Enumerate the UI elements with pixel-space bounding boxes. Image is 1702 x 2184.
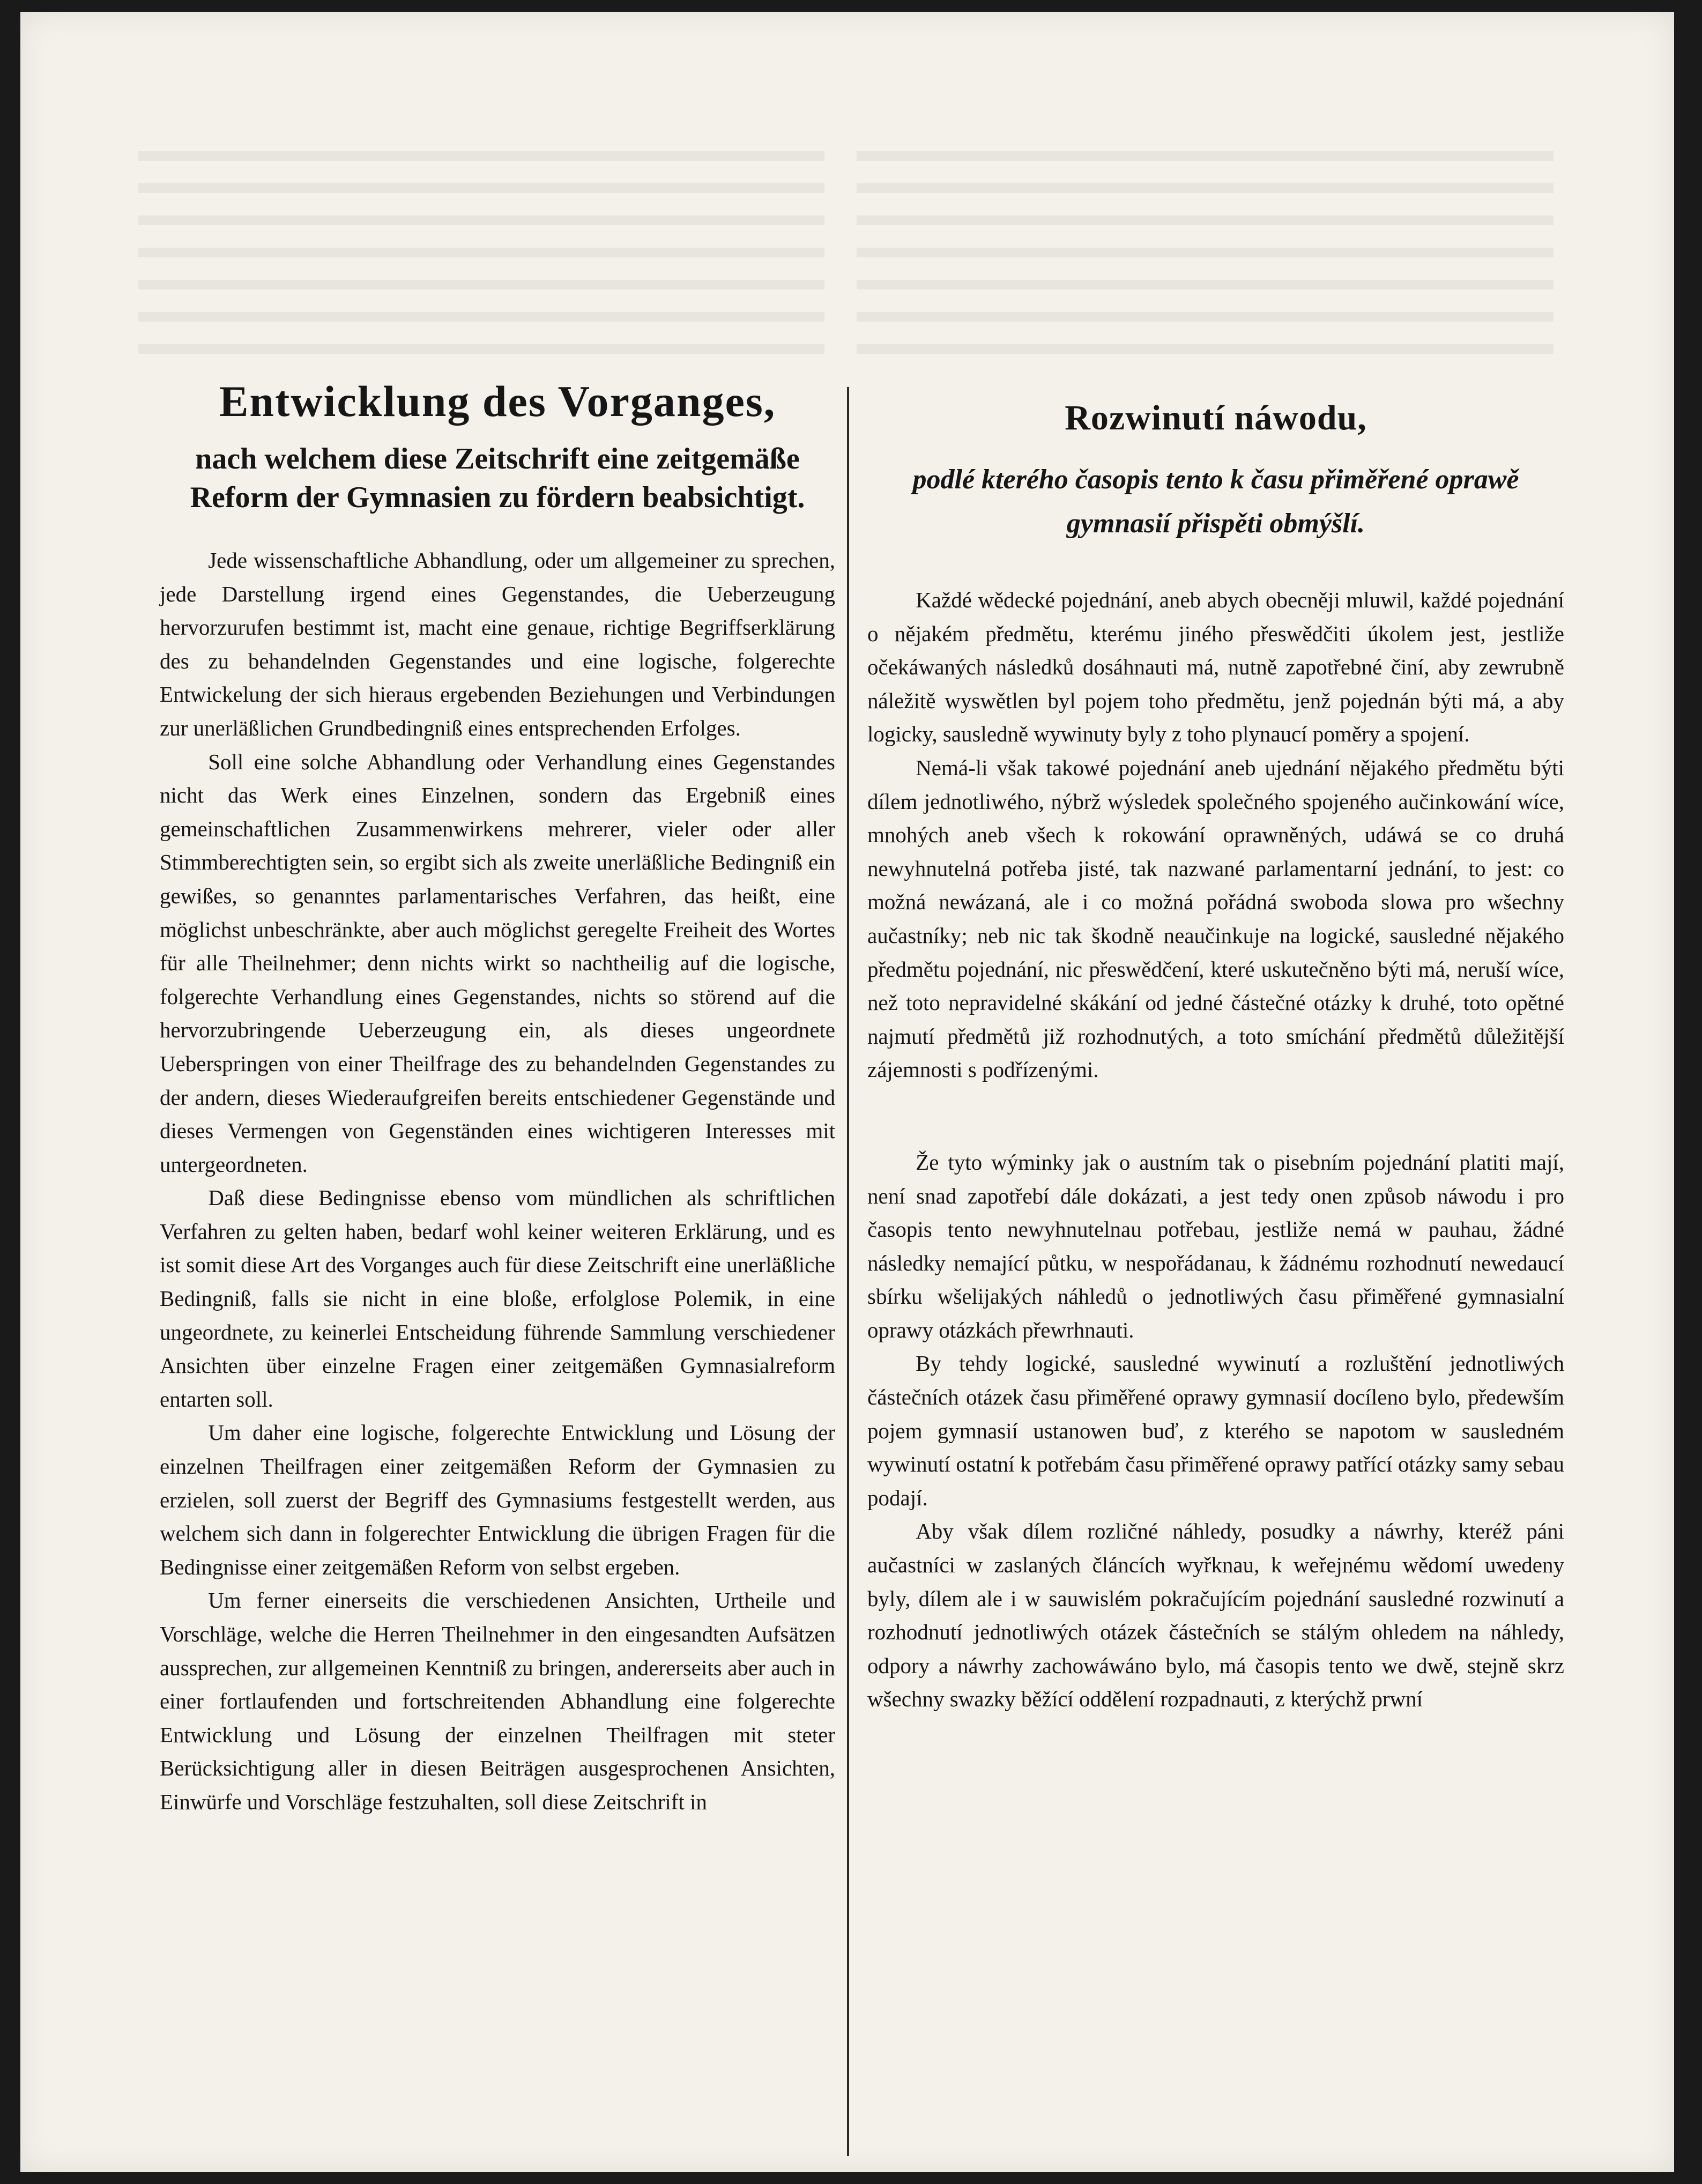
czech-title: Rozwinutí náwodu, (1065, 398, 1367, 437)
german-paragraph: Jede wissenschaftliche Abhandlung, oder um allgemeiner zu sprechen, jede Darstellung irgend eines Gegenstandes, die Ueberzeugung hervorzurufen bestimmt ist, macht eine genaue, richtige Begriffserklärung des zu behandelnden Gegenstandes und eine logische, folgerechte Entwickelung der sich hieraus ergebenden Beziehungen und Verbindungen zur unerläßlichen Grundbedingniß eines entsprechenden Erfolges. (160, 548, 835, 740)
german-paragraph: Um ferner einerseits die verschiedenen Ansichten, Urtheile und Vorschläge, welche die Herren Theilnehmer in den eingesandten Aufsätzen aussprechen, zur allgemeinen Kenntniß zu bringen, andererseits aber auch in einer fortlaufenden und fortschreitenden Abhandlung eine folgerechte Entwicklung und Lösung der einzelnen Theilfragen mit steter Berücksichtigung aller in diesen Beiträgen ausgesprochenen Ansichten, Einwürfe und Vorschläge festzuhalten, soll diese Zeitschrift in (160, 1588, 835, 1814)
german-paragraph: Um daher eine logische, folgerechte Entwicklung und Lösung der einzelnen Theilfragen einer zeitgemäßen Reform der Gymnasien zu erzielen, soll zuerst der Begriff des Gymnasiums festgestellt werden, aus welchem sich dann in folgerechter Entwicklung die übrigen Fragen für die Bedingnisse einer zeitgemäßen Reform von selbst ergeben. (160, 1420, 835, 1579)
column-divider (847, 387, 849, 2156)
czech-subtitle: podlé kterého časopis tento k času přiměřené oprawě gymnasií přispěti obmýšlí. (912, 464, 1519, 539)
czech-column (867, 376, 1564, 1716)
german-subtitle: nach welchem diese Zeitschrift eine zeitgemäße Reform der Gymnasien zu fördern beabsichtigt. (190, 442, 805, 514)
german-paragraph: Soll eine solche Abhandlung oder Verhandlung eines Gegenstandes nicht das Werk eines Einzelnen, sondern das Ergebniß eines gemeinschaftlichen Zusammenwirkens mehrerer, vieler oder aller Stimmberechtigten sein, so ergibt sich als zweite unerläßliche Bedingniß ein gewißes, so genanntes parlamentarisches Verfahren, das heißt, eine möglichst unbeschränkte, aber auch möglichst geregelte Freiheit des Wortes für alle Theilnehmer; denn nichts wirkt so nachtheilig auf die logische, folgerechte Verhandlung eines Gegenstandes, nichts so störend auf die hervorzubringende Ueberzeugung ein, als dieses ungeordnete Ueberspringen von einer Theilfrage des zu behandelnden Gegenstandes zu der andern, dieses Wiederaufgreifen bereits entschiedener Gegenstände und dieses Vermengen von Gegenständen eines wichtigeren Interesses mit untergeordneten. (160, 749, 835, 1177)
german-title: Entwicklung des Vorganges, (219, 377, 776, 426)
czech-paragraph: Každé wědecké pojednání, aneb abych obecněji mluwil, každé pojednání o nějakém předmětu, kterému jiného přeswědčiti úkolem jest, jestliže očekáwaných následků dosáhnauti má, nutně zapotřebné činí, aby zewrubně náležitě wyswětlen byl pojem toho předmětu, jenž pojednán býti má, a aby logicky, sausledně wywinuty byly z toho plynaucí poměry a spojení. (867, 588, 1564, 747)
scanned-page (20, 12, 1674, 2172)
czech-paragraph: By tehdy logické, sausledné wywinutí a rozluštění jednotliwých částečních otázek času přiměřené oprawy gymnasií docíleno bylo, předewším pojem gymnasií ustanowen buď, z kterého se napotom w sausledném wywinutí ostatní k potřebám času přiměřené oprawy patřící otázky samy sebau podají. (867, 1351, 1564, 1510)
section-gap (867, 1087, 1564, 1146)
czech-paragraph: Že tyto wýminky jak o austním tak o pisebním pojednání platiti mají, není snad zapotřebí dále dokázati, a jest tedy onen způsob náwodu i pro časopis tento newyhnutelnau potřebau, jestliže nemá w pauhau, žádné následky nemající půtku, w nespořádanau, k žádnému rozhodnutí newedaucí sbírku wšelijakých náhledů o jednotliwých času přiměřené gymnasialní oprawy otázkách přewrhnauti. (867, 1149, 1564, 1342)
german-column (160, 376, 835, 1819)
german-paragraph: Daß diese Bedingnisse ebenso vom mündlichen als schriftlichen Verfahren zu gelten haben, bedarf wohl keiner weiteren Erklärung, und es ist somit diese Art des Vorganges auch für diese Zeitschrift eine unerläßliche Bedingniß, falls sie nicht in eine bloße, erfolglose Polemik, in eine ungeordnete, zu keinerlei Entscheidung führende Sammlung verschiedener Ansichten über einzelne Fragen einer zeitgemäßen Gymnasialreform entarten soll. (160, 1185, 835, 1412)
bleed-through-text-left (138, 151, 824, 376)
czech-paragraph: Aby však dílem rozličné náhledy, posudky a náwrhy, kteréž páni aučastníci w zaslaných článcích wyřknau, k weřejnému wědomí uwedeny byly, dílem ale i w sauwislém pokračujícím pojednání sausledné rozwinutí a rozhodnutí jednotliwých otázek částečních se stálým ohledem na náhledy, odpory a náwrhy zachowáwáno bylo, má časopis tento we dwě, stejně skrz wšechny swazky běžící oddělení rozpadnauti, z kterýchž prwní (867, 1519, 1564, 1712)
czech-paragraph: Nemá-li však takowé pojednání aneb ujednání nějakého předmětu býti dílem jednotliwého, nýbrž wýsledek společného spojeného aučinkowání wíce, mnohých aneb všech k rokowání oprawněných, udáwá se co druhá newyhnutelná potřeba jisté, tak nazwané parlamentarní jednání, to jest: co možná newázaná, ale i co možná pořádná swoboda slowa pro wšechny aučastníky; neb nic tak škodně neaučinkuje na logické, sausledné nějakého předmětu pojednání, nic přeswědčení, které uskutečněno býti má, neruší wíce, než toto nepravidelné skákání od jedné částečné otázky k druhé, toto opětné najmutí předmětů již rozhodnutých, a toto smíchání předmětů důležitější zájemnosti s podřízenými. (867, 755, 1564, 1082)
bleed-through-text-right (857, 151, 1554, 376)
